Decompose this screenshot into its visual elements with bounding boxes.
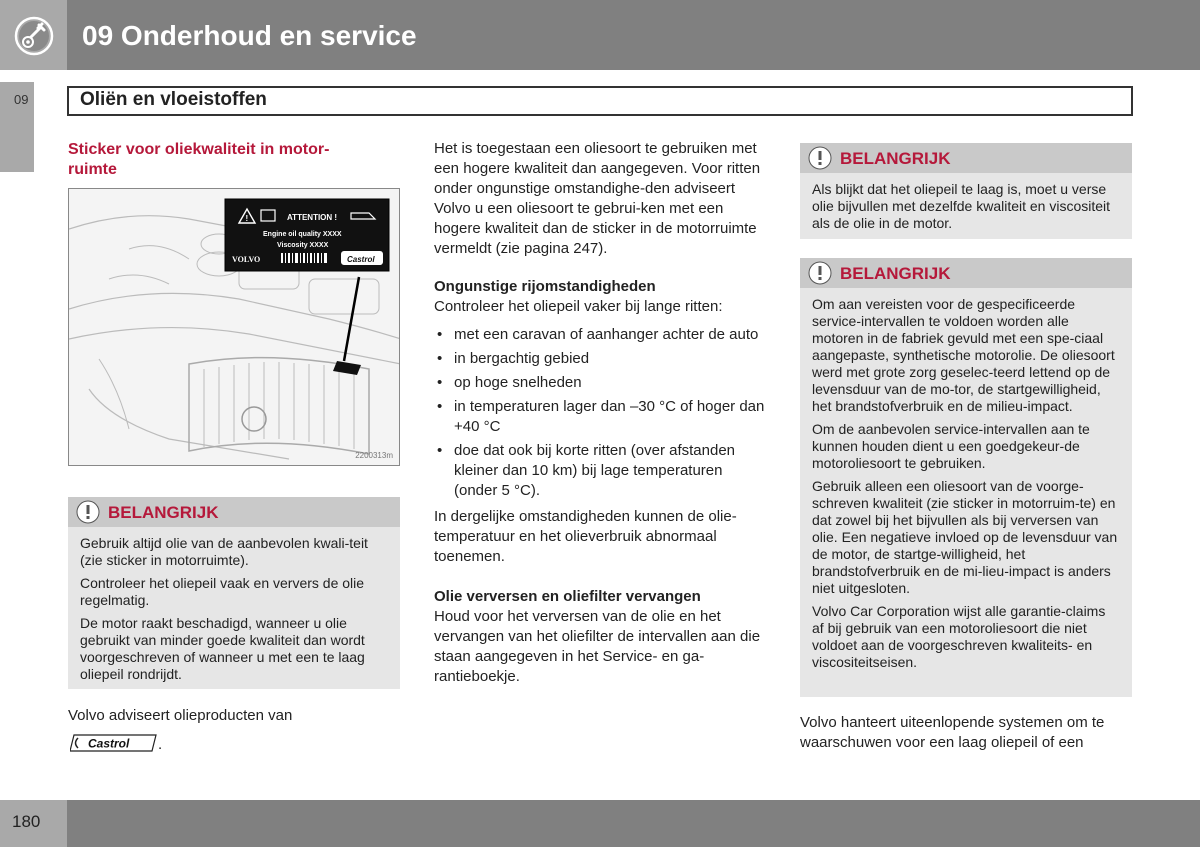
list-item: • in temperaturen lager dan –30 °C of hoger dan +40 °C bbox=[434, 397, 768, 437]
wrench-gear-icon bbox=[14, 16, 54, 56]
warning-body-2 bbox=[800, 173, 1132, 239]
side-tab-label: 09 bbox=[14, 92, 29, 107]
column-3-closing bbox=[800, 713, 1135, 753]
warning-3-paragraph-4: Volvo Car Corporation wijst alle garantie-claims af bij gebruik van een motoroliesoort die niet voldoet aan de voorgeschreven kwaliteits- en viscositeitseisen. bbox=[812, 603, 1106, 670]
sticker-heading: Sticker voor oliekwaliteit in motor-ruimte bbox=[68, 141, 330, 178]
warning-body-3 bbox=[800, 288, 1132, 697]
chapter-title: 09 Onderhoud en service bbox=[82, 20, 417, 51]
column-2 bbox=[434, 139, 768, 687]
adverse-conditions-heading: Ongunstige rijomstandigheden bbox=[434, 278, 656, 295]
oil-change-heading: Olie verversen en oliefilter vervangen bbox=[434, 588, 701, 605]
exclamation-icon bbox=[808, 146, 832, 170]
warning-3-paragraph-2: Om de aanbevolen service-intervallen aan te kunnen houden dient u een goedgekeur-de motoroliesoort te gebruiken. bbox=[812, 421, 1090, 471]
column-1-closing bbox=[68, 706, 388, 726]
sticker-attention-text: ATTENTION ! bbox=[287, 213, 338, 222]
warning-3-paragraph-3: Gebruik alleen een oliesoort van de voorge-schreven kwaliteit (zie sticker in motorruim-te) en dat zowel bij het bijvullen als bij verversen van olie. Een negatieve invloed op de levensduur van de motor, de startge-willigheid, het brandstofverbruik en de mi-lieu-impact is anders niet uitgesloten. bbox=[812, 478, 1118, 596]
sticker-quality-text: Engine oil quality XXXX bbox=[263, 231, 342, 238]
list-item: • in bergachtig gebied bbox=[434, 349, 768, 369]
sticker-volvo-text: VOLVO bbox=[232, 255, 261, 264]
sticker-castrol-text: Castrol bbox=[347, 255, 375, 264]
warning-1-paragraph-2: Controleer het oliepeil vaak en ververs de olie regelmatig. bbox=[80, 575, 365, 608]
warning-3-paragraph-1: Om aan vereisten voor de gespecificeerde service-intervallen te voldoen worden alle motoren in de fabriek gevuld met een spe-ciaal aangepaste, synthetische motorolie. De oliesoort werd met grote zorg geselec-teerd lettend op de levensduur van de mo-tor, de startgewilligheid, het brandstofverbruik en de milieu-impact. bbox=[812, 296, 1115, 414]
list-item: • op hoge snelheden bbox=[434, 373, 768, 393]
car-front-illustration bbox=[69, 189, 400, 466]
warning-2-paragraph-1: Als blijkt dat het oliepeil te laag is, moet u verse olie bijvullen met dezelfde kwaliteit en viscositeit als de olie in de motor. bbox=[812, 181, 1111, 231]
list-item: • met een caravan of aanhanger achter de auto bbox=[434, 325, 768, 345]
castrol-advice-text: Volvo adviseert olieproducten van bbox=[68, 707, 293, 724]
warning-1-paragraph-1: Gebruik altijd olie van de aanbevolen kwali-teit (zie sticker in motorruimte). bbox=[80, 535, 368, 568]
exclamation-icon bbox=[76, 500, 100, 524]
castrol-period: . bbox=[158, 736, 163, 753]
castrol-logo-graphic bbox=[70, 733, 158, 753]
page-number: 180 bbox=[12, 812, 41, 831]
warning-header-3 bbox=[800, 258, 1132, 288]
warning-header-2 bbox=[800, 143, 1132, 173]
warning-title-3: BELANGRIJK bbox=[840, 264, 951, 283]
exclamation-icon bbox=[808, 261, 832, 285]
warning-1-paragraph-3: De motor raakt beschadigd, wanneer u olie gebruikt van minder goede kwaliteit dan wordt voorgeschreven of wanneer u met een te laag oliepeil rondrijdt. bbox=[80, 615, 365, 682]
warning-body-1 bbox=[68, 527, 400, 689]
castrol-logo-text: Castrol bbox=[88, 736, 130, 751]
low-oil-warning-text: Volvo hanteert uiteenlopende systemen om te waarschuwen voor een laag oliepeil of een bbox=[800, 714, 1105, 751]
sticker-viscosity-text: Viscosity XXXX bbox=[277, 242, 329, 249]
section-title: Oliën en vloeistoffen bbox=[80, 89, 267, 110]
adverse-conditions-intro: Controleer het oliepeil vaker bij lange ritten: bbox=[434, 298, 723, 315]
castrol-logo bbox=[70, 733, 158, 753]
engine-bay-figure bbox=[68, 188, 400, 466]
warning-title-2: BELANGRIJK bbox=[840, 149, 951, 168]
adverse-conditions-outro: In dergelijke omstandigheden kunnen de olie-temperatuur en het olieverbruik abnormaal toenemen. bbox=[434, 508, 737, 565]
adverse-conditions-list bbox=[434, 325, 768, 501]
svg-text:!: ! bbox=[245, 214, 249, 223]
warning-title-1: BELANGRIJK bbox=[108, 503, 219, 522]
oil-change-text: Houd voor het verversen van de olie en het vervangen van het oliefilter de intervallen aan die staan aangegeven in het Service- en ga-rantieboekje. bbox=[434, 608, 761, 685]
list-item: • doe dat ook bij korte ritten (over afstanden kleiner dan 10 km) bij lage temperaturen (onder 5 °C). bbox=[434, 441, 768, 501]
oil-quality-intro: Het is toegestaan een oliesoort te gebruiken met een hogere kwaliteit dan aangegeven. Voor ritten onder ongunstige omstandighe-den adviseert Volvo u een oliesoort te gebrui-ken met een hogere kwaliteit dan de sticker in de motorruimte vermeldt (zie pagina 247). bbox=[434, 140, 761, 257]
figure-code: 2200313m bbox=[355, 451, 393, 460]
warning-header-1 bbox=[68, 497, 400, 527]
column-1-heading-wrap bbox=[68, 140, 368, 180]
footer-bar bbox=[0, 800, 1200, 847]
